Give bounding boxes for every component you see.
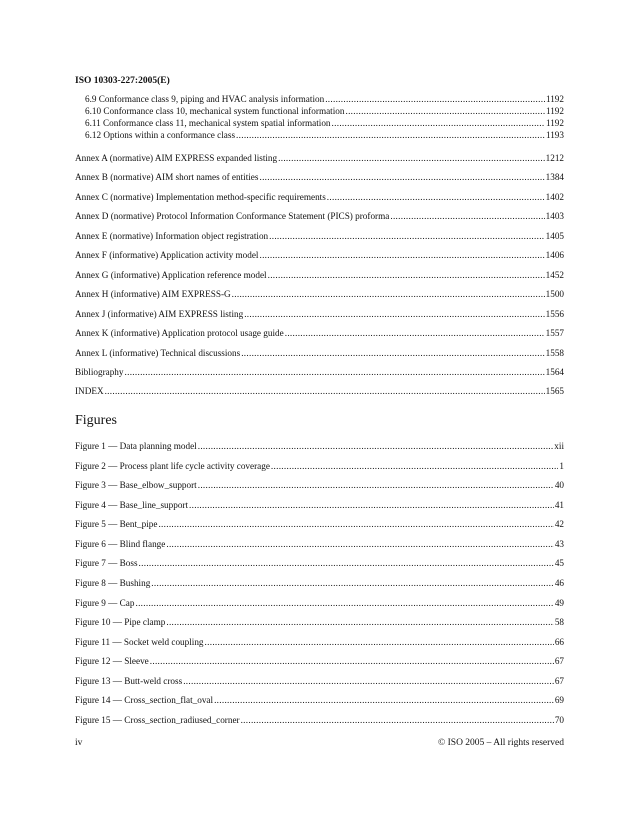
toc-entry[interactable] [75, 327, 564, 339]
figure-entry[interactable] [75, 675, 564, 687]
figure-entry[interactable] [75, 694, 564, 706]
entry-page: 46 [554, 577, 564, 588]
entry-title: Figure 9 — Cap [75, 597, 135, 608]
entry-title: Figure 12 — Sleeve [75, 656, 149, 667]
entry-page: xii [554, 441, 564, 451]
figures-heading: Figures [75, 413, 117, 428]
entry-page: 67 [554, 675, 564, 686]
entry-title: Annex L (informative) Technical discussions [75, 347, 241, 358]
dot-leader [205, 636, 554, 648]
entry-page: 67 [554, 656, 564, 667]
entry-page: 42 [554, 519, 564, 530]
entry-title: 6.11 Conformance class 11, mechanical system spatial information [85, 118, 331, 128]
dot-leader [214, 694, 554, 706]
dot-leader [259, 249, 544, 261]
figure-entry[interactable] [75, 479, 564, 491]
entry-page: 1406 [545, 250, 564, 261]
entry-title: Figure 3 — Base_elbow_support [75, 480, 197, 491]
document-header: ISO 10303-227:2005(E) [75, 76, 170, 86]
dot-leader [325, 93, 545, 105]
entry-page: 41 [554, 499, 564, 510]
entry-title: Annex C (normative) Implementation method-specific requirements [75, 191, 326, 202]
figure-entry[interactable] [75, 557, 564, 569]
toc-subentry[interactable] [85, 105, 564, 117]
dot-leader [278, 152, 545, 164]
entry-title: Annex H (informative) AIM EXPRESS-G [75, 289, 231, 300]
dot-leader [236, 129, 545, 141]
entry-page: 43 [554, 538, 564, 549]
toc-entry[interactable] [75, 308, 564, 320]
entry-title: Bibliography [75, 366, 124, 377]
figure-entry[interactable] [75, 616, 564, 628]
figure-entry[interactable] [75, 714, 564, 726]
entry-title: Figure 15 — Cross_section_radiused_corner [75, 714, 240, 725]
toc-subentry[interactable] [85, 117, 564, 129]
entry-page: 1212 [545, 153, 564, 163]
dot-leader [259, 171, 544, 183]
entry-page: 1556 [545, 308, 564, 319]
dot-leader [166, 538, 553, 550]
toc-entry[interactable] [75, 249, 564, 261]
entry-page: 58 [554, 617, 564, 628]
footer-copyright: © ISO 2005 – All rights reserved [438, 738, 564, 748]
entry-title: Annex E (normative) Information object registration [75, 230, 269, 241]
toc-entry[interactable] [75, 385, 564, 397]
entry-page: 1403 [545, 211, 564, 222]
dot-leader [345, 105, 544, 117]
toc-entry[interactable] [75, 171, 564, 183]
dot-leader [139, 557, 554, 569]
entry-page: 45 [554, 558, 564, 569]
dot-leader [151, 577, 554, 589]
dot-leader [332, 117, 545, 129]
toc-entry[interactable] [75, 269, 564, 281]
dot-leader [198, 479, 554, 491]
dot-leader [269, 230, 544, 242]
figure-entry[interactable] [75, 597, 564, 609]
entry-page: 70 [554, 714, 564, 725]
dot-leader [327, 191, 545, 203]
dot-leader [166, 616, 553, 628]
entry-page: 69 [554, 695, 564, 706]
figure-entry[interactable] [75, 577, 564, 589]
dot-leader [105, 385, 545, 397]
entry-page: 66 [554, 636, 564, 647]
entry-title: Annex D (normative) Protocol Information Conformance Statement (PICS) proforma [75, 211, 390, 222]
figure-entry[interactable] [75, 499, 564, 511]
toc-entry[interactable] [75, 347, 564, 359]
toc-subentry[interactable] [85, 93, 564, 105]
entry-page: 1192 [545, 94, 564, 104]
entry-title: Figure 6 — Blind flange [75, 538, 166, 549]
dot-leader [244, 308, 544, 320]
toc-entry[interactable] [75, 366, 564, 378]
dot-leader [271, 460, 558, 472]
entry-title: 6.12 Options within a conformance class [85, 130, 236, 140]
entry-title: Annex K (informative) Application protocol usage guide [75, 328, 284, 339]
dot-leader [285, 327, 545, 339]
entry-title: Figure 8 — Bushing [75, 577, 151, 588]
dot-leader [189, 499, 554, 511]
entry-page: 1 [559, 460, 564, 471]
figure-entry[interactable] [75, 538, 564, 550]
dot-leader [241, 714, 554, 726]
dot-leader [390, 210, 544, 222]
entry-title: Figure 1 — Data planning model [75, 441, 197, 451]
dot-leader [158, 518, 553, 530]
toc-entry[interactable] [75, 210, 564, 222]
entry-title: Annex F (informative) Application activity model [75, 250, 259, 261]
dot-leader [268, 269, 545, 281]
entry-page: 1402 [545, 191, 564, 202]
entry-page: 1192 [545, 106, 564, 116]
entry-page: 49 [554, 597, 564, 608]
toc-entry[interactable] [75, 191, 564, 203]
entry-page: 1452 [545, 269, 564, 280]
entry-title: Figure 13 — Butt-weld cross [75, 675, 183, 686]
entry-page: 1558 [545, 347, 564, 358]
toc-entry[interactable] [75, 288, 564, 300]
entry-title: Figure 11 — Socket weld coupling [75, 636, 204, 647]
entry-title: 6.9 Conformance class 9, piping and HVAC analysis information [85, 94, 325, 104]
figure-entry[interactable] [75, 460, 564, 472]
entry-title: Figure 4 — Base_line_support [75, 499, 189, 510]
dot-leader [198, 440, 554, 452]
figure-entry[interactable] [75, 655, 564, 667]
figure-entry[interactable] [75, 440, 564, 452]
entry-title: Figure 7 — Boss [75, 558, 138, 569]
entry-page: 1565 [545, 386, 564, 397]
dot-leader [125, 366, 545, 378]
toc-subentry[interactable] [85, 129, 564, 141]
toc-entry[interactable] [75, 230, 564, 242]
dot-leader [150, 655, 554, 667]
entry-title: INDEX [75, 386, 104, 397]
entry-title: Annex A (normative) AIM EXPRESS expanded listing [75, 153, 278, 163]
entry-page: 1193 [545, 130, 564, 140]
entry-page: 1557 [545, 328, 564, 339]
entry-title: Annex G (informative) Application reference model [75, 269, 267, 280]
entry-title: Figure 5 — Bent_pipe [75, 519, 158, 530]
entry-page: 40 [554, 480, 564, 491]
footer-page-number: iv [75, 738, 83, 748]
entry-title: Figure 10 — Pipe clamp [75, 617, 166, 628]
dot-leader [232, 288, 545, 300]
entry-page: 1500 [545, 289, 564, 300]
toc-entry[interactable] [75, 152, 564, 164]
entry-title: Figure 14 — Cross_section_flat_oval [75, 695, 214, 706]
dot-leader [183, 675, 554, 687]
entry-title: Figure 2 — Process plant life cycle activity coverage [75, 460, 270, 471]
entry-page: 1564 [545, 366, 564, 377]
dot-leader [135, 597, 553, 609]
entry-title: Annex J (informative) AIM EXPRESS listing [75, 308, 244, 319]
entry-title: Annex B (normative) AIM short names of entities [75, 172, 259, 183]
dot-leader [241, 347, 544, 359]
entry-page: 1192 [545, 118, 564, 128]
entry-title: 6.10 Conformance class 10, mechanical system functional information [85, 106, 345, 116]
entry-page: 1384 [545, 172, 564, 183]
figure-entry[interactable] [75, 636, 564, 648]
figure-entry[interactable] [75, 518, 564, 530]
entry-page: 1405 [545, 230, 564, 241]
